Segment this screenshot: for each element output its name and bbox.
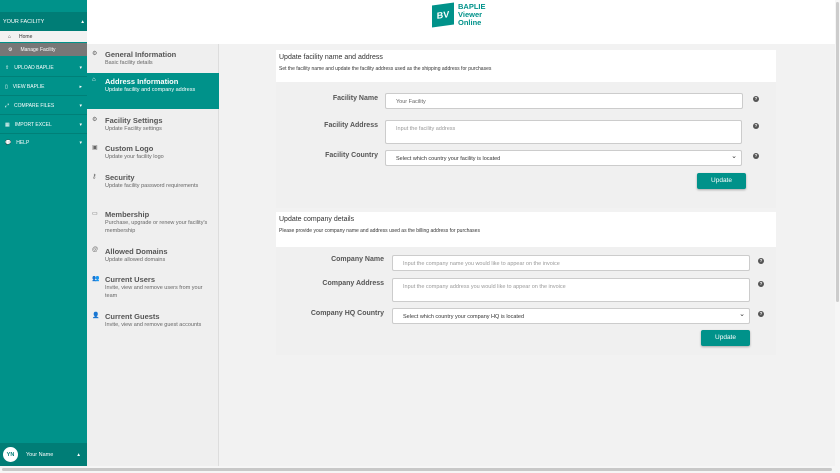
vertical-scrollbar[interactable] [835, 0, 840, 466]
user-menu[interactable] [0, 443, 87, 466]
item-label: HELP [16, 140, 30, 146]
subnav-current-users[interactable]: 👥 Current Users Invite, view and remove users from your team [92, 275, 203, 299]
facility-country-label: Facility Country [325, 152, 378, 159]
gear-icon: ⚙ [92, 51, 98, 57]
caret-up-icon: ▴ [77, 451, 80, 458]
company-address-input[interactable]: Input the company address you would like to appear on the invoice [392, 278, 750, 302]
facility-address-input[interactable]: Input the facility address [385, 120, 742, 144]
subnav-facility-settings[interactable]: ⚙ Facility Settings Update Facility settings [92, 116, 163, 132]
sidebar-item-home[interactable] [0, 31, 87, 42]
facility-card [276, 50, 776, 208]
subnav-address[interactable]: ⌂ Address Information Update facility and company address [87, 73, 219, 109]
home-label: Home [19, 34, 33, 40]
home-icon: ⌂ [92, 77, 96, 83]
company-card [276, 212, 776, 355]
card-desc: Please provide your company name and address used as the billing address for purchases [279, 228, 480, 234]
help-icon[interactable]: ? [754, 123, 758, 128]
sidebar-item-manage-facility[interactable] [0, 43, 87, 56]
sidebar-item-help[interactable] [0, 134, 87, 152]
sidebar-item-import[interactable] [0, 116, 87, 134]
help-icon[interactable]: ? [759, 258, 763, 263]
subnav-custom-logo[interactable]: ▣ Custom Logo Update your facility logo [92, 144, 164, 160]
home-icon: ⌂ [8, 34, 12, 40]
key-icon: ⚷ [92, 174, 97, 180]
help-icon[interactable]: ? [759, 311, 763, 316]
card-desc: Set the facility name and update the facility address used as the shipping address for purchases [279, 66, 492, 72]
facility-country-select[interactable]: Select which country your facility is located ⌄ [385, 150, 742, 166]
avatar: YN [3, 447, 18, 462]
card-title: Update company details [279, 216, 355, 223]
subnav-general[interactable]: ⚙ General Information Basic facility details [92, 50, 177, 66]
logo-mark: BV [432, 2, 454, 27]
top-header [87, 0, 835, 44]
horizontal-scrollbar[interactable] [0, 466, 840, 473]
item-label: COMPARE FILES [14, 103, 55, 109]
money-icon: ▭ [92, 211, 98, 217]
sidebar-item-upload[interactable] [0, 59, 87, 77]
compare-icon: ⤢ [5, 103, 10, 109]
facility-name-input[interactable]: Your Facility [385, 93, 743, 109]
chat-icon: 💬 [5, 140, 12, 146]
facility-address-label: Facility Address [324, 122, 378, 129]
card-title: Update facility name and address [279, 54, 383, 61]
help-icon[interactable]: ? [759, 281, 763, 286]
upload-icon: ⇧ [5, 65, 10, 71]
cogs-icon: ⚙ [8, 47, 13, 53]
caret-up-icon: ▴ [81, 19, 84, 25]
sidebar-facility-header[interactable] [0, 12, 87, 31]
manage-label: Manage Facility [20, 47, 56, 53]
facility-update-button[interactable]: Update [697, 173, 746, 189]
company-country-label: Company HQ Country [310, 310, 384, 317]
user-name: Your Name [26, 451, 54, 458]
image-icon: ▣ [92, 145, 98, 151]
company-country-select[interactable]: Select which country your company HQ is located ⌄ [392, 308, 750, 324]
logo-text: BAPLIE Viewer Online [458, 2, 486, 27]
company-address-label: Company Address [322, 280, 384, 287]
help-icon[interactable]: ? [754, 153, 758, 158]
cogs-icon: ⚙ [92, 117, 98, 123]
at-icon: @ [92, 247, 99, 253]
excel-icon: ▦ [5, 122, 10, 128]
company-name-input[interactable]: Input the company name you would like to appear on the invoice [392, 255, 750, 271]
user-icon: 👤 [92, 313, 100, 319]
item-label: VIEW BAPLIE [12, 84, 45, 90]
facility-header-label: YOUR FACILITY [3, 19, 45, 25]
sidebar-item-compare[interactable] [0, 97, 87, 115]
item-label: IMPORT EXCEL [14, 122, 52, 128]
users-icon: 👥 [92, 276, 100, 282]
item-label: UPLOAD BAPLIE [14, 65, 54, 71]
subnav-membership[interactable]: ▭ Membership Purchase, upgrade or renew your facility's membership [92, 210, 208, 234]
sidebar-item-view[interactable] [0, 78, 87, 96]
caret-down-icon: ▾ [79, 65, 82, 71]
settings-subnav [87, 44, 219, 466]
help-icon[interactable]: ? [754, 96, 758, 101]
caret-right-icon: ▸ [79, 84, 82, 90]
subnav-allowed-domains[interactable]: @ Allowed Domains Update allowed domains [92, 247, 168, 263]
caret-down-icon: ▾ [79, 140, 82, 146]
company-name-label: Company Name [331, 256, 384, 263]
company-update-button[interactable]: Update [701, 330, 750, 346]
file-icon: ▯ [5, 84, 8, 90]
sidebar [0, 0, 87, 466]
logo[interactable] [432, 3, 486, 27]
caret-down-icon: ▾ [79, 103, 82, 109]
caret-down-icon: ▾ [79, 122, 82, 128]
subnav-security[interactable]: ⚷ Security Update facility password requirements [92, 173, 199, 189]
facility-name-label: Facility Name [332, 95, 378, 102]
subnav-current-guests[interactable]: 👤 Current Guests Invite, view and remove guest accounts [92, 312, 202, 328]
